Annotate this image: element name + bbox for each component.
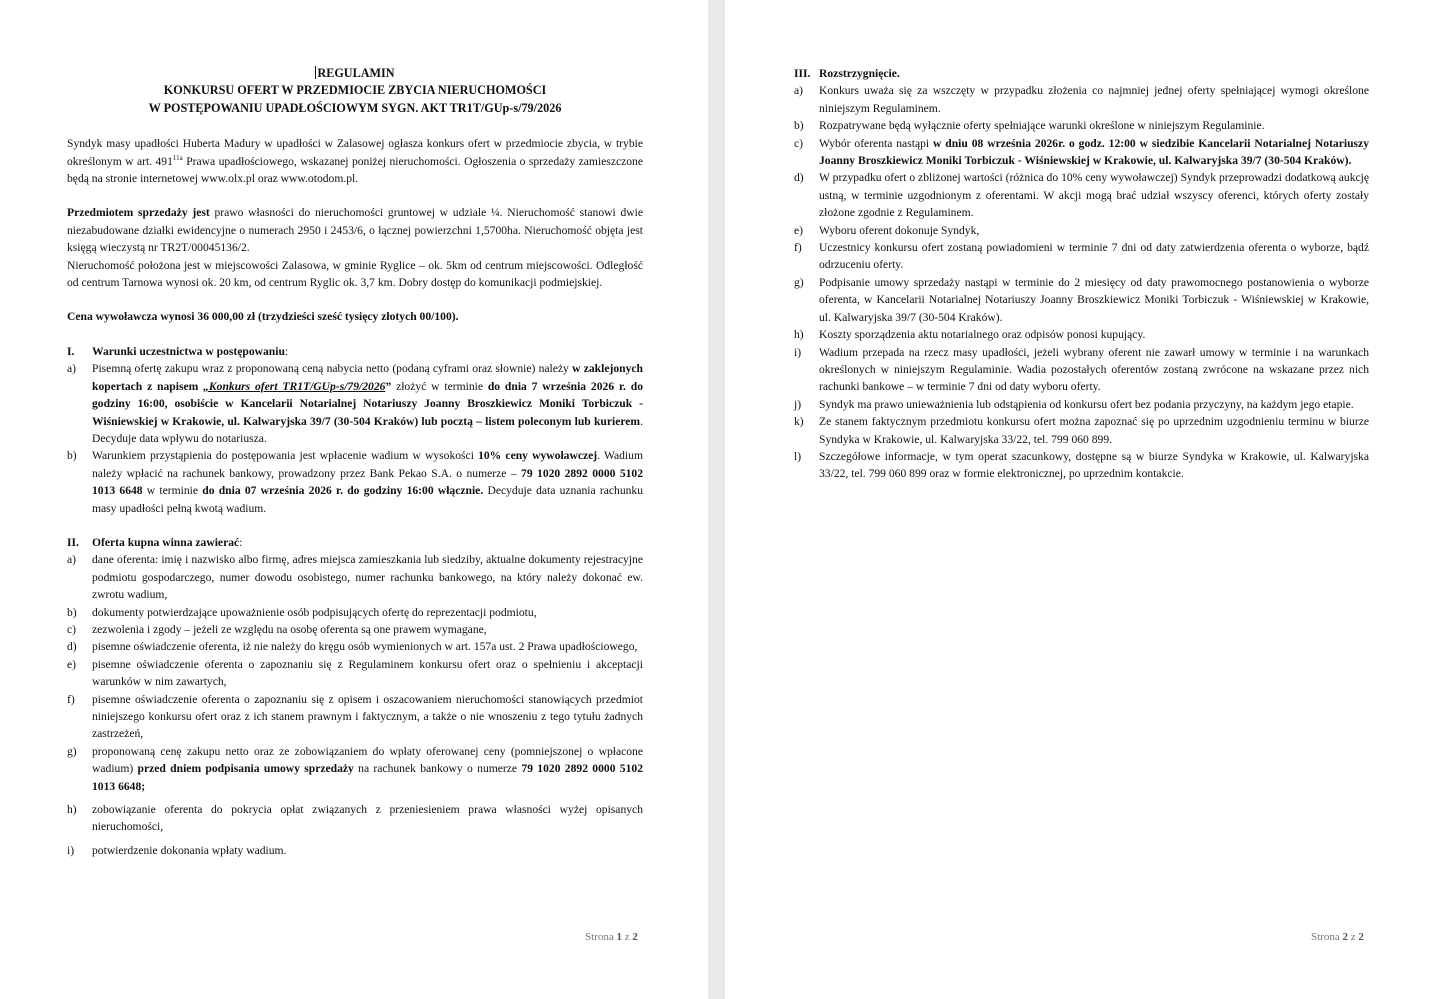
intro-paragraph: Syndyk masy upadłości Huberta Madury w upadłości w Zalasowej ogłasza konkurs ofert w przedmiocie zbycia, w trybie określonym w art. $491^{11a}$ Prawa upadłościowego, wskazanej poniżej nieruchomości. Ogłoszenia o sprzedaży zamieszczone będą na stronie internetowej www.olx.pl oraz www.otodom.pl. (67, 137, 644, 186)
section-1-item-b: b) Warunkiem przystąpienia do postępowania jest wpłacenie wadium w wysokości 10% ceny wywoławczej. Wadium należy wpłacić na rachunek bankowy, prowadzony przez Bank Pekao S.A. o numerze – 79 1020 2892 0000 5102 1013 6648 w terminie do dnia 07 września 2026 r. do godziny 16:00 włącznie. Decyduje data uznania rachunku masy upadłości pełną kwotą wadium. (67, 449, 644, 515)
page-1-body[interactable] (67, 65, 643, 859)
section-2-heading: II. Oferta kupna winna zawierać: (67, 535, 243, 549)
section-3-item-f: f) Uczestnicy konkursu ofert zostaną powiadomieni w terminie 7 dni od daty zatwierdzenia oferenta o wyborze, bądź odrzuceniu oferty. (794, 241, 1369, 272)
section-3-item-a: a) Konkurs uważa się za wszczęty w przypadku złożenia co najmniej jednej oferty spełniającej wymogi określone niniejszym Regulaminem. (794, 84, 1369, 115)
section-3-item-j: j) Syndyk ma prawo unieważnienia lub odstąpienia od konkursu ofert bez podania przyczyny, na każdym jego etapie. (794, 397, 1354, 411)
section-3-item-h: h) Koszty sporządzenia aktu notarialnego oraz odpisów ponosi kupujący. (794, 328, 1146, 342)
section-3-item-k: k) Ze stanem faktycznym przedmiotu konkursu ofert można zapoznać się po uprzednim uzgodnieniu terminu w biurze Syndyka w Krakowie, ul. Kalwaryjska 33/22, tel. 799 060 899. (794, 415, 1369, 446)
section-2-item: f) pisemne oświadczenie oferenta o zapoznaniu się z opisem i oszacowaniem nieruchomości stanowiących przedmiot niniejszego konkursu ofert oraz z ich stanem prawnym i faktycznym, a także o nie wnoszeniu z tego tytułu żadnych zastrzeżeń, (67, 692, 643, 741)
section-3-item-g: g) Podpisanie umowy sprzedaży nastąpi w terminie do 2 miesięcy od daty prawomocnego postanowienia o wyborze oferenta, w Kancelarii Notarialnej Notariuszy Joanny Broszkiewicz Moniki Torbiczuk - Wiśniewskiej w Krakowie, ul. Kalwaryjska 39/7 (30-504 Kraków). (794, 275, 1369, 324)
page-number-footer: Strona 1 z 2 (585, 931, 638, 943)
section-3-heading: III. Rozstrzygnięcie. (794, 67, 900, 80)
title-line-1: REGULAMIN (317, 66, 395, 80)
section-3-item-d: d) W przypadku ofert o zbliżonej wartości (różnica do 10% ceny wywoławczej) Syndyk przeprowadzi dodatkową aukcję ustną, w terminie uzgodnionym z oferentami. W akcji mogą brać udział wszyscy oferenci, których oferty zostały złożone zgodnie z Regulaminem. (794, 171, 1369, 220)
section-2-item: e) pisemne oświadczenie oferenta o zapoznaniu się z Regulaminem konkursu ofert oraz o spełnieniu i akceptacji warunków w nim zawartych, (67, 657, 643, 689)
title-line-2: KONKURSU OFERT W PRZEDMIOCIE ZBYCIA NIERUCHOMOŚCI (163, 83, 547, 98)
title-line-3: W POSTĘPOWANIU UPADŁOŚCIOWYM SYGN. AKT TR1T/GUp-s/79/2026 (148, 100, 562, 115)
document-page-2[interactable] (725, 0, 1435, 999)
section-1-heading: I. Warunki uczestnictwa w postępowaniu: (67, 344, 289, 358)
section-2-item-i: i) potwierdzenie dokonania wpłaty wadium. (67, 843, 287, 857)
location-paragraph: Nieruchomość położona jest w miejscowości Zalasowa, w gminie Ryglice – ok. 5km od centrum miejscowości. Odległość od centrum Tarnowa wynosi ok. 20 km, od centrum Ryglic ok. 3,7 km. Dobry dostęp do komunikacji podmiejskiej. (67, 258, 643, 290)
document-title (67, 65, 643, 117)
section-1-item-a: a) Pisemną ofertę zakupu wraz z proponowaną ceną nabycia netto (podaną cyframi oraz słownie) należy w zaklejonych kopertach z napisem „Konkurs ofert TR1T/GUp-s/79/2026” złożyć w terminie do dnia 7 września 2026 r. do godziny 16:00, osobiście w Kancelarii Notarialnej Notariuszy Joanny Broszkiewicz Moniki Torbiczuk - Wiśniewskiej w Krakowie, ul. Kalwaryjska 39/7 (30-504 Kraków) lub pocztą – listem poleconym lub kurierem. Decyduje data wpływu do notariusza. (67, 362, 644, 445)
starting-price: Cena wywoławcza wynosi 36 000,00 zł (trzydzieści sześć tysięcy złotych 00/100). (67, 310, 459, 324)
page-number-footer: Strona 2 z 2 (1311, 931, 1364, 943)
section-2-item: b) dokumenty potwierdzające upoważnienie osób podpisujących ofertę do reprezentacji podmiotu, (67, 605, 537, 619)
section-2-item-h: h) zobowiązanie oferenta do pokrycia opłat związanych z przeniesieniem prawa własności wyżej opisanych nieruchomości, (67, 803, 643, 834)
section-3-item-i: i) Wadium przepada na rzecz masy upadłości, jeżeli wybrany oferent nie zawarł umowy w terminie i na warunkach określonych w niniejszym Regulaminie. Wadia pozostałych oferentów zostaną zwrócone na wskazane przez nich rachunki bankowe – w terminie 7 dni od daty wyboru oferty. (794, 345, 1369, 394)
section-3-item-c: c) Wybór oferenta nastąpi w dniu 08 września 2026r. o godz. 12:00 w siedzibie Kancelarii Notarialnej Notariuszy Joanny Broszkiewicz Moniki Torbiczuk - Wiśniewskiej w Krakowie, ul. Kalwaryjska 39/7 (30-504 Kraków). (794, 136, 1369, 168)
section-3-item-e: e) Wyboru oferent dokonuje Syndyk, (794, 223, 980, 237)
section-2-item: a) dane oferenta: imię i nazwisko albo firmę, adres miejsca zamieszkania lub siedziby, aktualne dokumenty rejestracyjne podmiotu gospodarczego, numer dowodu osobistego, numer rachunku bankowego, na który należy dokonać ew. zwrotu wadium, (67, 553, 643, 602)
page-2-body[interactable] (794, 65, 1369, 483)
section-3-item-b: b) Rozpatrywane będą wyłącznie oferty spełniające warunki określone w niniejszym Regulaminie. (794, 119, 1265, 133)
subject-paragraph: Przedmiotem sprzedaży jest prawo własności do nieruchomości gruntowej w udziale ¼. Nieruchomość stanowi dwie niezabudowane działki ewidencyjne o numerach 2950 i 2453/6, o łącznej powierzchni 1,5700ha. Nieruchomość objęta jest księgą wieczystą nr TR2T/00045136/2. (67, 206, 643, 255)
page-gutter (708, 0, 725, 999)
section-2-item: d) pisemne oświadczenie oferenta, iż nie należy do kręgu osób wymienionych w art. 157a ust. 2 Prawa upadłościowego, (67, 640, 638, 654)
document-page-1[interactable] (0, 0, 708, 999)
section-2-item: c) zezwolenia i zgody – jeżeli ze względu na osobę oferenta są one prawem wymagane, (67, 622, 487, 636)
section-3-item-l: l) Szczegółowe informacje, w tym operat szacunkowy, dostępne są w biurze Syndyka w Krakowie, ul. Kalwaryjska 33/22, tel. 799 060 899 oraz w formie elektronicznej, po uprzednim kontakcie. (794, 449, 1369, 481)
section-2-item-g: g) proponowaną cenę zakupu netto oraz ze zobowiązaniem do wpłaty oferowanej ceny (pomniejszonej o wpłacone wadium) przed dniem podpisania umowy sprzedaży na rachunek bankowy o numerze 79 1020 2892 0000 5102 1013 6648; (67, 744, 643, 793)
